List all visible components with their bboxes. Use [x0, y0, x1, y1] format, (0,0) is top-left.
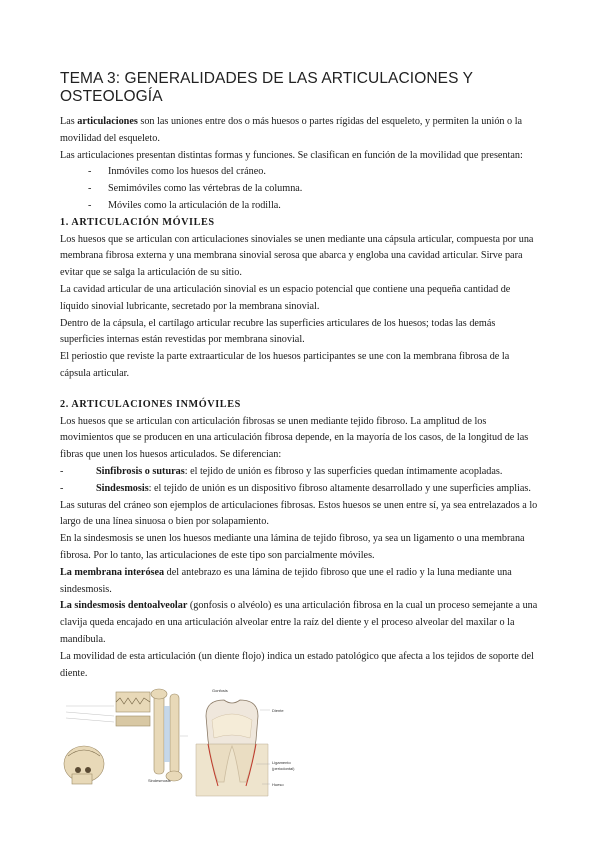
section-2-paragraph-4: [60, 565, 540, 599]
bold-term: Sindesmosis: [96, 482, 149, 494]
section-2-paragraph-5: [60, 598, 540, 648]
text: son las uniones entre dos o más huesos o partes rígidas del esqueleto, y permiten la unión o la movilidad del esqueleto.: [60, 116, 523, 144]
label-hueso: Hueso: [272, 782, 284, 787]
section-2-paragraph-6: La movilidad de esta articulación (un diente flojo) indica un estado patológico que afecta a los tejidos de soporte del diente.: [60, 650, 534, 679]
anatomy-illustration: [56, 686, 296, 798]
text: (gonfosis o alvéolo) es una articulación fibrosa en la cual un proceso semejante a una clavija queda encajado en una articulación alveolar entre la raíz del diente y el proceso alveolar del maxilar o la mandíbula.: [60, 600, 538, 645]
intro-paragraph-2: Las articulaciones presentan distintas formas y funciones. Se clasifican en función de la movilidad que presentan:: [60, 149, 523, 161]
caption-gomphosis: Gonfosis: [212, 688, 228, 693]
bold-term: La sindesmosis dentoalveolar: [60, 600, 188, 612]
bold-term: articulaciones: [77, 116, 138, 127]
label-periodontal: (periodontal): [272, 766, 295, 771]
section-2-paragraph-1: Los huesos que se articulan con articulación fibrosas se unen mediante tejido fibroso. La amplitud de los movimientos que se producen en una articulación fibrosa depende, en la mayoría de los casos, de la longitud de las fibras que unen los huesos articulados. Se diferencian:: [60, 415, 529, 461]
page-title: TEMA 3: GENERALIDADES DE LAS ARTICULACIONES Y OSTEOLOGÍA: [60, 70, 473, 105]
tooth-illustration: [196, 688, 270, 796]
text: del antebrazo es una lámina de tejido fibroso que une el radio y la luna mediante una sindesmosis.: [60, 566, 512, 595]
section-2-heading: 2. ARTICULACIONES INMÓVILES: [60, 398, 241, 410]
list-item: [60, 481, 540, 498]
section-2-paragraph-2: Las suturas del cráneo son ejemplos de articulaciones fibrosas. Estos huesos se unen entre sí, ya sea entrelazados a lo largo de una línea sinuosa o bien por solapamiento.: [60, 499, 538, 528]
list-item: - Inmóviles como los huesos del cráneo.: [60, 164, 540, 181]
caption-syndesmosis: Sindesmosis: [148, 778, 171, 783]
bold-term: La membrana interósea: [60, 566, 165, 578]
list-item: - Móviles como la articulación de la rodilla.: [60, 198, 540, 215]
text: : el tejido de unión es un dispositivo fibroso altamente desarrollado y une superficies amplias.: [148, 482, 531, 494]
document-page: [60, 70, 540, 682]
bold-term: Sinfibrosis o suturas: [96, 465, 185, 477]
spacer: [60, 383, 540, 397]
mobility-list: [60, 164, 540, 214]
anatomy-figure: [56, 686, 296, 798]
suture-detail: [66, 692, 150, 726]
intro-paragraph-1: [60, 114, 540, 148]
text: : el tejido de unión es fibroso y las superficies quedan íntimamente acopladas.: [184, 465, 503, 477]
label-ligamento: Ligamento: [272, 760, 291, 765]
section-1-heading: 1. ARTICULACIÓN MÓVILES: [60, 216, 215, 228]
list-item: [60, 464, 540, 481]
list-item: - Semimóviles como las vértebras de la columna.: [60, 181, 540, 198]
section-1-paragraph-2: La cavidad articular de una articulación sinovial es un espacio potencial que contiene una pequeña cantidad de líquido sinovial lubricante, secretado por la membrana sinovial.: [60, 283, 511, 312]
forearm-illustration: [151, 689, 188, 781]
section-2-paragraph-3: En la sindesmosis se unen los huesos mediante una lámina de tejido fibroso, ya sea un ligamento o una membrana fibrosa. Por lo tanto, las articulaciones de este tipo son parcialmente móviles.: [60, 533, 525, 561]
section-1-paragraph-4: El periostio que reviste la parte extraarticular de los huesos participantes se une con la membrana fibrosa de la cápsula articular.: [60, 351, 510, 379]
section-1-paragraph-3: Dentro de la cápsula, el cartílago articular recubre las superficies articulares de los huesos; todas las demás superficies internas están revestidas por membrana sinovial.: [60, 317, 496, 346]
section-1-paragraph-1: Los huesos que se articulan con articulaciones sinoviales se unen mediante una cápsula articular, compuesta por una membrana fibrosa externa y una membrana sinovial serosa que abarca y engloba una cavidad articular. Sirve para evitar que se salga la articulación de su sitio.: [60, 233, 534, 279]
label-diente: Diente: [272, 708, 284, 713]
fibrous-list: [60, 464, 540, 498]
skull-illustration: [64, 746, 104, 784]
text: Las: [60, 116, 78, 127]
